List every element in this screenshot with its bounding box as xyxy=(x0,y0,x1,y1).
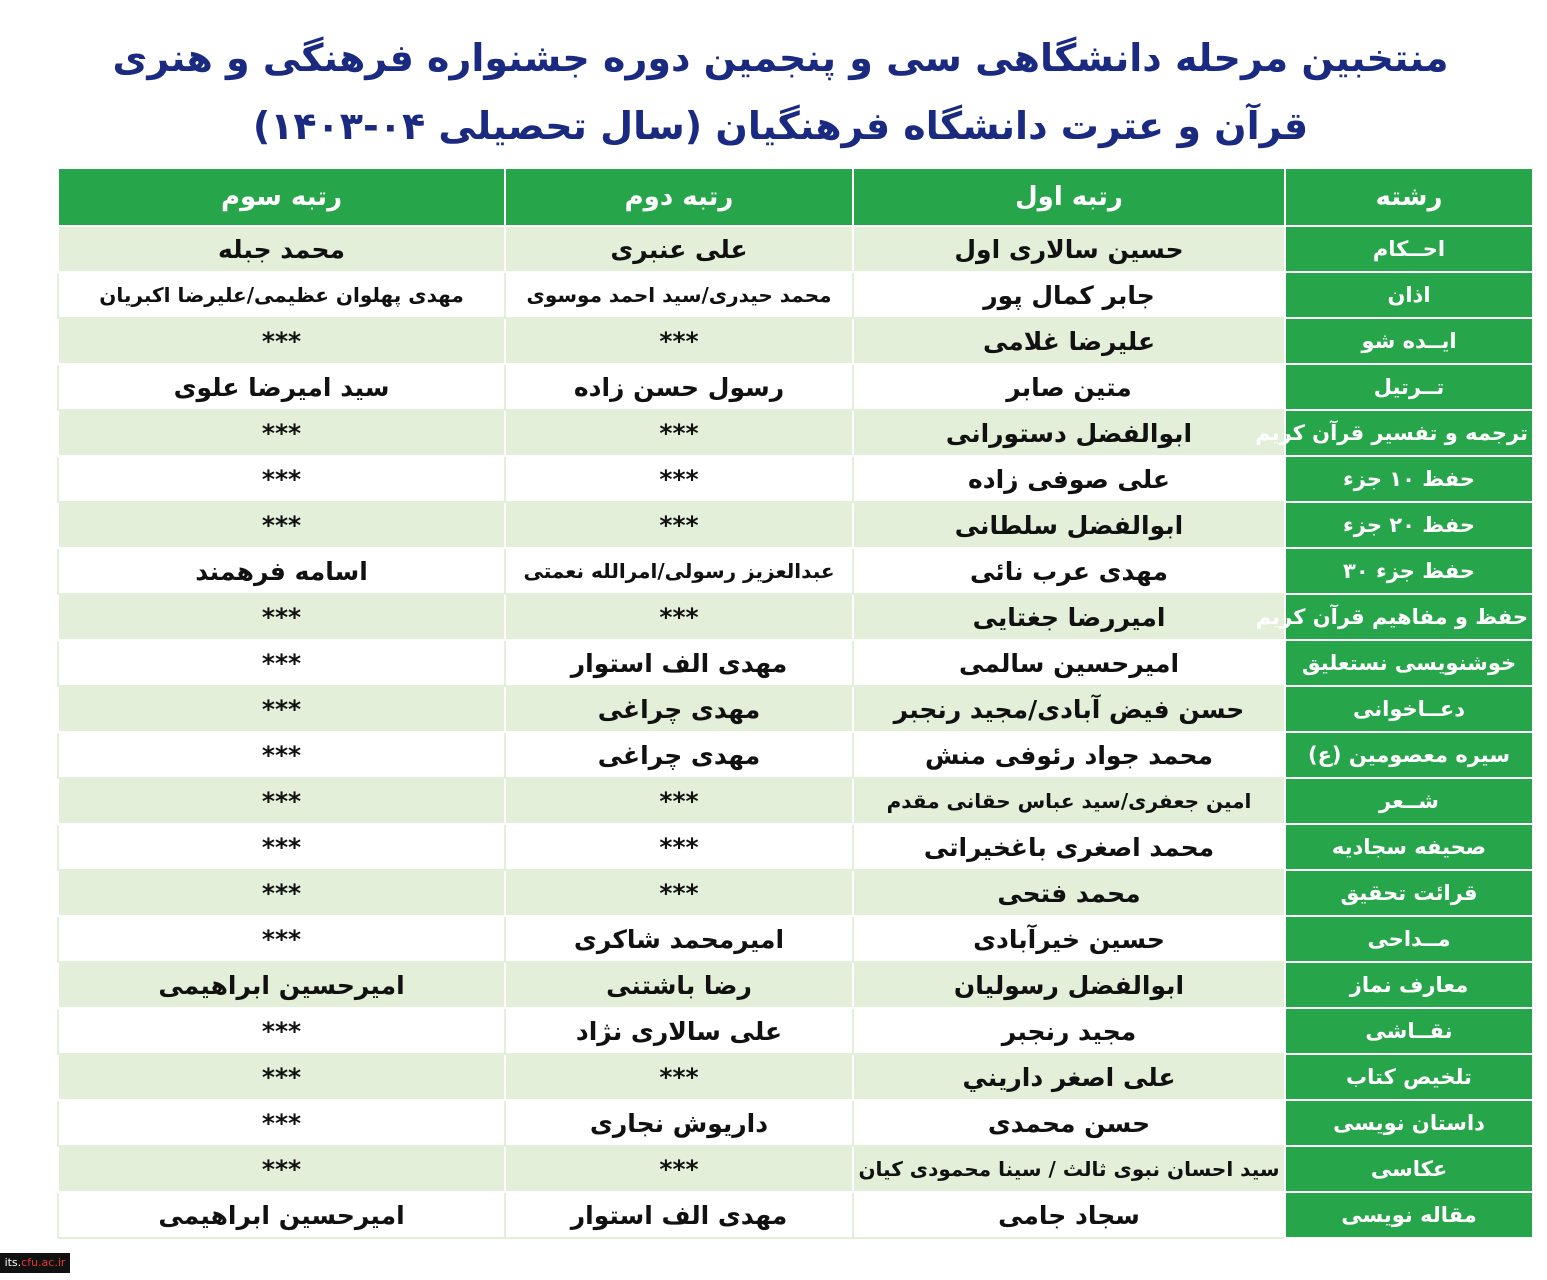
cell-rank3: *** xyxy=(58,456,505,502)
header-rank3: رتبه سوم xyxy=(58,168,505,226)
table-row xyxy=(58,732,1533,778)
cell-field: خوشنویسی نستعلیق xyxy=(1285,640,1533,686)
cell-field: حفظ و مفاهیم قرآن کریم xyxy=(1285,594,1533,640)
table-row xyxy=(58,594,1533,640)
table-row xyxy=(58,686,1533,732)
cell-rank1: جابر کمال پور xyxy=(853,272,1285,318)
table-row xyxy=(58,640,1533,686)
watermark xyxy=(0,1253,70,1273)
table-row xyxy=(58,824,1533,870)
cell-field: مــداحی xyxy=(1285,916,1533,962)
header-rank2: رتبه دوم xyxy=(505,168,853,226)
cell-rank1: محمد اصغری باغخیراتی xyxy=(853,824,1285,870)
cell-field: داستان نویسی xyxy=(1285,1100,1533,1146)
cell-rank1: حسین سالاری اول xyxy=(853,226,1285,272)
table-row xyxy=(58,1100,1533,1146)
cell-rank3: *** xyxy=(58,1008,505,1054)
cell-rank2: *** xyxy=(505,824,853,870)
cell-rank2: *** xyxy=(505,410,853,456)
cell-rank3: *** xyxy=(58,686,505,732)
cell-rank1: محمد جواد رئوفی منش xyxy=(853,732,1285,778)
cell-rank1: ابوالفضل رسولیان xyxy=(853,962,1285,1008)
cell-rank2: مهدی الف استوار xyxy=(505,1192,853,1238)
cell-rank3: *** xyxy=(58,824,505,870)
cell-rank2: مهدی الف استوار xyxy=(505,640,853,686)
cell-field: معارف نماز xyxy=(1285,962,1533,1008)
table-row xyxy=(58,272,1533,318)
table-row xyxy=(58,456,1533,502)
cell-rank1: علی صوفی زاده xyxy=(853,456,1285,502)
page-title-line-1: منتخبین مرحله دانشگاهی سی و پنجمین دوره جشنواره فرهنگی و هنری xyxy=(112,36,1449,80)
cell-rank2: مهدی چراغی xyxy=(505,686,853,732)
cell-rank2: *** xyxy=(505,778,853,824)
cell-rank3: *** xyxy=(58,594,505,640)
table-row xyxy=(58,548,1533,594)
table-row xyxy=(58,318,1533,364)
cell-field: صحیفه سجادیه xyxy=(1285,824,1533,870)
cell-rank2: علی عنبری xyxy=(505,226,853,272)
cell-rank1: ابوالفضل سلطانی xyxy=(853,502,1285,548)
cell-field: ایــده شو xyxy=(1285,318,1533,364)
cell-rank2: رسول حسن زاده xyxy=(505,364,853,410)
cell-rank3: *** xyxy=(58,502,505,548)
results-table xyxy=(57,167,1534,1239)
cell-rank3: *** xyxy=(58,410,505,456)
table-row xyxy=(58,226,1533,272)
header-field: رشته xyxy=(1285,168,1533,226)
table-row xyxy=(58,1008,1533,1054)
cell-rank2: مهدی چراغی xyxy=(505,732,853,778)
cell-rank3: *** xyxy=(58,870,505,916)
cell-rank3: *** xyxy=(58,318,505,364)
cell-rank2: داریوش نجاری xyxy=(505,1100,853,1146)
cell-rank3: *** xyxy=(58,732,505,778)
cell-rank2: *** xyxy=(505,1054,853,1100)
cell-field: شــعر xyxy=(1285,778,1533,824)
cell-field: حفظ ۱۰ جزء xyxy=(1285,456,1533,502)
cell-rank1: علیرضا غلامی xyxy=(853,318,1285,364)
cell-rank1: مهدی عرب نائی xyxy=(853,548,1285,594)
cell-rank1: حسین خیرآبادی xyxy=(853,916,1285,962)
cell-rank2: *** xyxy=(505,456,853,502)
cell-field: تــرتیل xyxy=(1285,364,1533,410)
cell-rank1: حسن محمدی xyxy=(853,1100,1285,1146)
table-body xyxy=(58,226,1533,1238)
cell-rank3: امیرحسین ابراهیمی xyxy=(58,1192,505,1238)
page-title-line-2: قرآن و عترت دانشگاه فرهنگیان (سال تحصیلی ۰۴-۱۴۰۳) xyxy=(252,104,1309,148)
cell-rank3: *** xyxy=(58,640,505,686)
cell-rank1: متین صابر xyxy=(853,364,1285,410)
table-row xyxy=(58,1146,1533,1192)
cell-rank3: محمد جبله xyxy=(58,226,505,272)
cell-rank3: اسامه فرهمند xyxy=(58,548,505,594)
cell-field: حفظ ۲۰ جزء xyxy=(1285,502,1533,548)
cell-rank2: *** xyxy=(505,870,853,916)
cell-rank1: امین جعفری/سید عباس حقانی مقدم xyxy=(853,778,1285,824)
cell-field: حفظ جزء ۳۰ xyxy=(1285,548,1533,594)
cell-field: قرائت تحقیق xyxy=(1285,870,1533,916)
table-row xyxy=(58,502,1533,548)
cell-field: نقــاشی xyxy=(1285,1008,1533,1054)
cell-field: تلخیص کتاب xyxy=(1285,1054,1533,1100)
cell-field: سیره معصومین (ع) xyxy=(1285,732,1533,778)
table-row xyxy=(58,870,1533,916)
table-row xyxy=(58,916,1533,962)
cell-rank1: محمد فتحی xyxy=(853,870,1285,916)
header-rank1: رتبه اول xyxy=(853,168,1285,226)
cell-field: مقاله نویسی xyxy=(1285,1192,1533,1238)
cell-rank3: امیرحسین ابراهیمی xyxy=(58,962,505,1008)
cell-rank1: سجاد جامی xyxy=(853,1192,1285,1238)
table-row xyxy=(58,364,1533,410)
cell-rank2: رضا باشتنی xyxy=(505,962,853,1008)
cell-rank2: عبدالعزیز رسولی/امرالله نعمتی xyxy=(505,548,853,594)
cell-rank2: *** xyxy=(505,594,853,640)
cell-rank2: *** xyxy=(505,502,853,548)
cell-field: عکاسی xyxy=(1285,1146,1533,1192)
cell-rank3: *** xyxy=(58,1146,505,1192)
cell-rank1: سید احسان نبوی ثالث / سینا محمودی کیان xyxy=(853,1146,1285,1192)
cell-rank3: *** xyxy=(58,1054,505,1100)
cell-field: اذان xyxy=(1285,272,1533,318)
cell-rank1: حسن فیض آبادی/مجید رنجبر xyxy=(853,686,1285,732)
cell-rank3: *** xyxy=(58,1100,505,1146)
table-row xyxy=(58,1192,1533,1238)
cell-field: ترجمه و تفسیر قرآن کریم xyxy=(1285,410,1533,456)
cell-rank1: ابوالفضل دستورانی xyxy=(853,410,1285,456)
table-row xyxy=(58,1054,1533,1100)
cell-rank1: مجید رنجبر xyxy=(853,1008,1285,1054)
cell-rank2: امیرمحمد شاکری xyxy=(505,916,853,962)
cell-rank1: امیرحسین سالمی xyxy=(853,640,1285,686)
cell-rank3: *** xyxy=(58,916,505,962)
cell-rank1: امیررضا جغتایی xyxy=(853,594,1285,640)
cell-rank2: علی سالاری نژاد xyxy=(505,1008,853,1054)
watermark-domain: cfu.ac.ir xyxy=(21,1256,66,1269)
cell-rank3: *** xyxy=(58,778,505,824)
cell-rank2: محمد حیدری/سید احمد موسوی xyxy=(505,272,853,318)
table-header-row xyxy=(58,168,1533,226)
watermark-prefix: its. xyxy=(4,1256,22,1269)
cell-rank1: علی اصغر داریني xyxy=(853,1054,1285,1100)
cell-field: احــکام xyxy=(1285,226,1533,272)
table-row xyxy=(58,962,1533,1008)
cell-field: دعــاخوانی xyxy=(1285,686,1533,732)
cell-rank2: *** xyxy=(505,1146,853,1192)
table-row xyxy=(58,778,1533,824)
cell-rank3: مهدی پهلوان عظیمی/علیرضا اکبریان xyxy=(58,272,505,318)
cell-rank2: *** xyxy=(505,318,853,364)
cell-rank3: سید امیرضا علوی xyxy=(58,364,505,410)
table-row xyxy=(58,410,1533,456)
